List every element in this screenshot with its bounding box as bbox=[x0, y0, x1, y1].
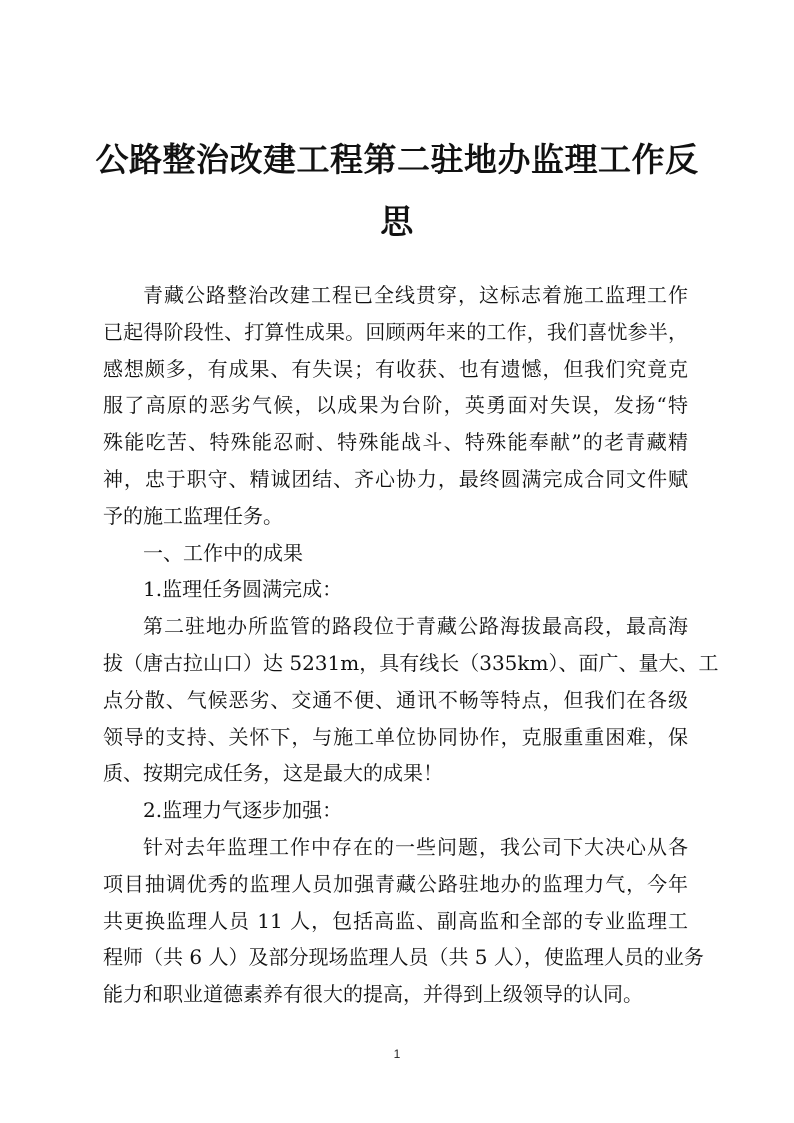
document-body bbox=[103, 277, 719, 1013]
paragraph-line: 神，忠于职守、精诚团结、齐心协力，最终圆满完成合同文件赋 bbox=[103, 466, 688, 491]
paragraph-line: 共更换监理人员 11 人，包括高监、副高监和全部的专业监理工 bbox=[103, 908, 688, 933]
page-number: 1 bbox=[393, 1047, 401, 1061]
paragraph-line: 拔（唐古拉山口）达 5231m，具有线长（335km）、面广、量大、工 bbox=[103, 650, 719, 675]
item-heading: 1.监理任务圆满完成： bbox=[143, 577, 343, 602]
paragraph-line: 点分散、气候恶劣、交通不便、通讯不畅等特点，但我们在各级 bbox=[103, 687, 688, 712]
document-title-line-1: 公路整治改建工程第二驻地办监理工作反 bbox=[95, 140, 699, 179]
paragraph-line: 青藏公路整治改建工程已全线贯穿，这标志着施工监理工作 bbox=[143, 283, 688, 307]
paragraph-line: 服了高原的恶劣气候，以成果为台阶，英勇面对失误，发扬“特 bbox=[103, 393, 688, 418]
document-title-line-2: 思 bbox=[380, 202, 414, 241]
paragraph-line: 针对去年监理工作中存在的一些问题，我公司下大决心从各 bbox=[143, 834, 688, 859]
paragraph-line: 项目抽调优秀的监理人员加强青藏公路驻地办的监理力气，今年 bbox=[103, 871, 688, 896]
intro-paragraph bbox=[103, 277, 688, 535]
item2-paragraph bbox=[103, 829, 704, 1013]
paragraph-line: 能力和职业道德素养有很大的提高，并得到上级领导的认同。 bbox=[103, 982, 643, 1007]
paragraph-line: 第二驻地办所监管的路段位于青藏公路海拔最高段，最高海 bbox=[143, 614, 688, 639]
paragraph-line: 质、按期完成任务，这是最大的成果！ bbox=[103, 761, 443, 786]
paragraph-line: 殊能吃苦、特殊能忍耐、特殊能战斗、特殊能奉献”的老青藏精 bbox=[103, 430, 688, 455]
item-heading: 2.监理力气逐步加强： bbox=[143, 798, 343, 823]
paragraph-line: 领导的支持、关怀下，与施工单位协同协作，克服重重困难，保 bbox=[103, 724, 688, 749]
item1-paragraph bbox=[103, 608, 719, 792]
paragraph-line: 已起得阶段性、打算性成果。回顾两年来的工作，我们喜忧参半， bbox=[103, 319, 688, 344]
paragraph-line: 感想颇多，有成果、有失误；有收获、也有遗憾，但我们究竟克 bbox=[103, 356, 688, 381]
section-heading: 一、工作中的成果 bbox=[143, 540, 303, 565]
paragraph-line: 程师（共 6 人）及部分现场监理人员（共 5 人），使监理人员的业务 bbox=[103, 945, 704, 970]
paragraph-line: 予的施工监理任务。 bbox=[103, 503, 283, 528]
